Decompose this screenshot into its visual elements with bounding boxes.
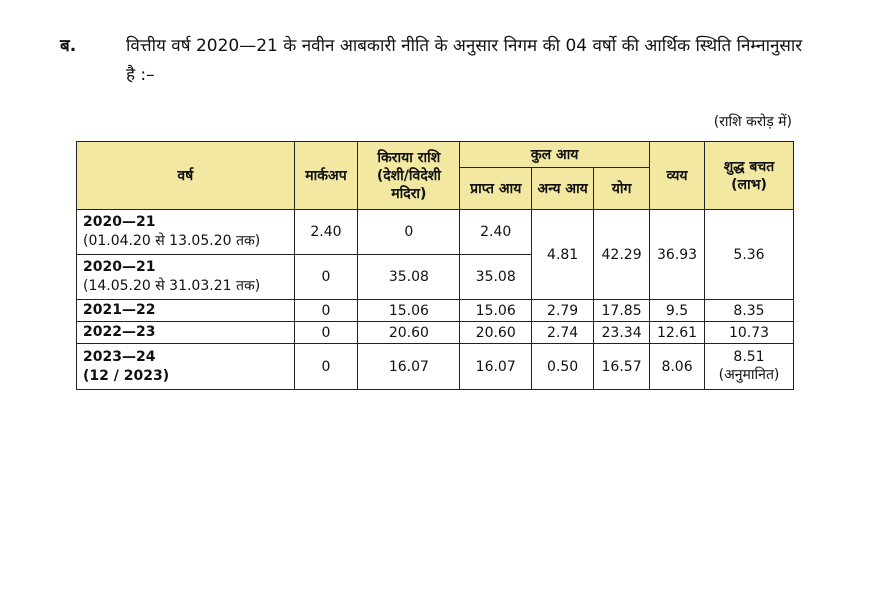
year-label: 2022—23 (83, 324, 156, 340)
section-marker: ब. (60, 36, 77, 56)
header-year: वर्ष (77, 142, 295, 210)
received-cell: 20.60 (460, 322, 532, 344)
year-cell (77, 255, 295, 300)
year-period: (01.04.20 से 13.05.20 तक) (83, 233, 261, 249)
other-cell-merged: 4.81 (532, 210, 594, 300)
expense-cell: 8.06 (650, 344, 705, 390)
year-cell (77, 322, 295, 344)
received-cell: 2.40 (460, 210, 532, 255)
year-label: 2021—22 (83, 302, 156, 318)
net-cell-merged: 5.36 (705, 210, 794, 300)
net-value: 8.51 (733, 349, 765, 365)
sum-cell-merged: 42.29 (594, 210, 650, 300)
other-cell: 2.79 (532, 300, 594, 322)
markup-cell: 2.40 (294, 210, 358, 255)
markup-cell: 0 (294, 300, 358, 322)
sum-cell: 17.85 (594, 300, 650, 322)
intro-text: वित्तीय वर्ष 2020—21 के नवीन आबकारी नीति के अनुसार निगम की 04 वर्षो की आर्थिक स्थिति निम्नानुसार है :– (126, 36, 803, 85)
year-label: 2020—21 (83, 259, 156, 275)
expense-cell: 9.5 (650, 300, 705, 322)
received-cell: 16.07 (460, 344, 532, 390)
table-row (77, 322, 794, 344)
year-period: (14.05.20 से 31.03.21 तक) (83, 278, 261, 294)
header-net-savings: शुद्ध बचत (लाभ) (705, 142, 794, 210)
table-row (77, 300, 794, 322)
header-markup: मार्कअप (294, 142, 358, 210)
year-cell (77, 300, 295, 322)
year-cell (77, 344, 295, 390)
net-cell (705, 344, 794, 390)
header-sum: योग (594, 168, 650, 210)
year-cell (77, 210, 295, 255)
year-label: 2023—24 (83, 348, 156, 365)
header-rent: किराया राशि (देशी/विदेशी मदिरा) (358, 142, 460, 210)
year-label: 2020—21 (83, 214, 156, 230)
unit-note: (राशि करोड़ में) (713, 114, 792, 130)
rent-cell: 20.60 (358, 322, 460, 344)
header-total-income: कुल आय (460, 142, 650, 168)
expense-cell-merged: 36.93 (650, 210, 705, 300)
other-cell: 0.50 (532, 344, 594, 390)
table-row (77, 344, 794, 390)
received-cell: 15.06 (460, 300, 532, 322)
financial-table (76, 141, 794, 390)
net-estimate-note: (अनुमानित) (718, 367, 780, 383)
received-cell: 35.08 (460, 255, 532, 300)
year-period: (12 / 2023) (83, 367, 170, 384)
markup-cell: 0 (294, 255, 358, 300)
net-cell: 8.35 (705, 300, 794, 322)
sum-cell: 16.57 (594, 344, 650, 390)
rent-cell: 35.08 (358, 255, 460, 300)
header-expense: व्यय (650, 142, 705, 210)
net-cell: 10.73 (705, 322, 794, 344)
header-other: अन्य आय (532, 168, 594, 210)
markup-cell: 0 (294, 344, 358, 390)
rent-cell: 15.06 (358, 300, 460, 322)
sum-cell: 23.34 (594, 322, 650, 344)
other-cell: 2.74 (532, 322, 594, 344)
expense-cell: 12.61 (650, 322, 705, 344)
table-row (77, 210, 794, 255)
header-received: प्राप्त आय (460, 168, 532, 210)
markup-cell: 0 (294, 322, 358, 344)
rent-cell: 0 (358, 210, 460, 255)
rent-cell: 16.07 (358, 344, 460, 390)
